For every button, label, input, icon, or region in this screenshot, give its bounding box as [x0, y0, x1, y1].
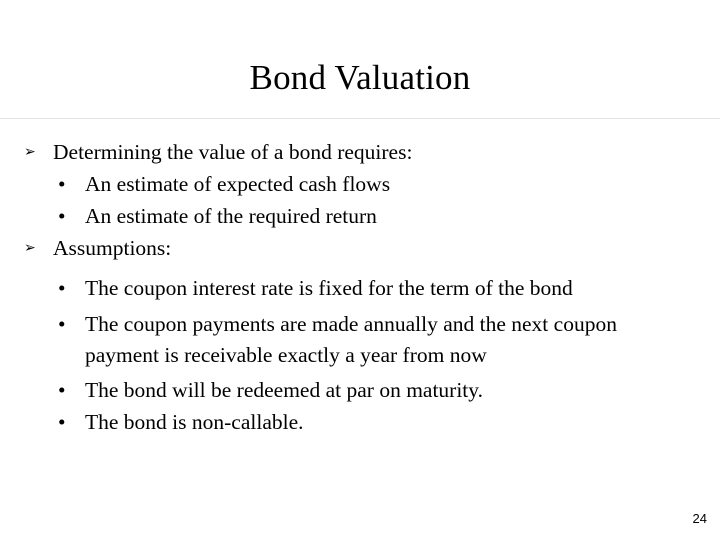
dot-bullet-icon: •	[58, 276, 66, 300]
sub-bullet-item	[0, 200, 720, 232]
sub-bullet-item	[0, 272, 720, 304]
bullet-item	[0, 232, 720, 264]
sub-bullet-text: An estimate of expected cash flows	[85, 172, 391, 196]
sub-bullet-item	[0, 406, 720, 438]
arrow-bullet-icon: ➢	[24, 144, 36, 160]
page-number: 24	[692, 511, 707, 526]
dot-bullet-icon: •	[58, 312, 66, 336]
sub-bullet-item	[0, 374, 720, 406]
sub-bullet-text: The coupon interest rate is fixed for the term of the bond	[85, 276, 573, 300]
sub-bullet-text: The bond will be redeemed at par on maturity.	[85, 378, 484, 402]
sub-bullet-text: An estimate of the required return	[85, 204, 377, 228]
sub-bullet-item	[0, 308, 720, 340]
bullet-text: Determining the value of a bond requires:	[53, 140, 413, 164]
dot-bullet-icon: •	[58, 378, 66, 402]
sub-bullet-text: payment is receivable exactly a year from now	[85, 343, 487, 367]
sub-bullet-text: The coupon payments are made annually and the next coupon	[85, 312, 617, 336]
bullet-item	[0, 136, 720, 168]
sub-bullet-continuation	[0, 339, 720, 371]
sub-bullet-item	[0, 168, 720, 200]
sub-bullet-text: The bond is non-callable.	[85, 410, 304, 434]
dot-bullet-icon: •	[58, 204, 66, 228]
bullet-text: Assumptions:	[53, 236, 172, 260]
dot-bullet-icon: •	[58, 410, 66, 434]
arrow-bullet-icon: ➢	[24, 240, 36, 256]
title-divider	[0, 118, 720, 119]
slide-title: Bond Valuation	[249, 58, 471, 97]
dot-bullet-icon: •	[58, 172, 66, 196]
